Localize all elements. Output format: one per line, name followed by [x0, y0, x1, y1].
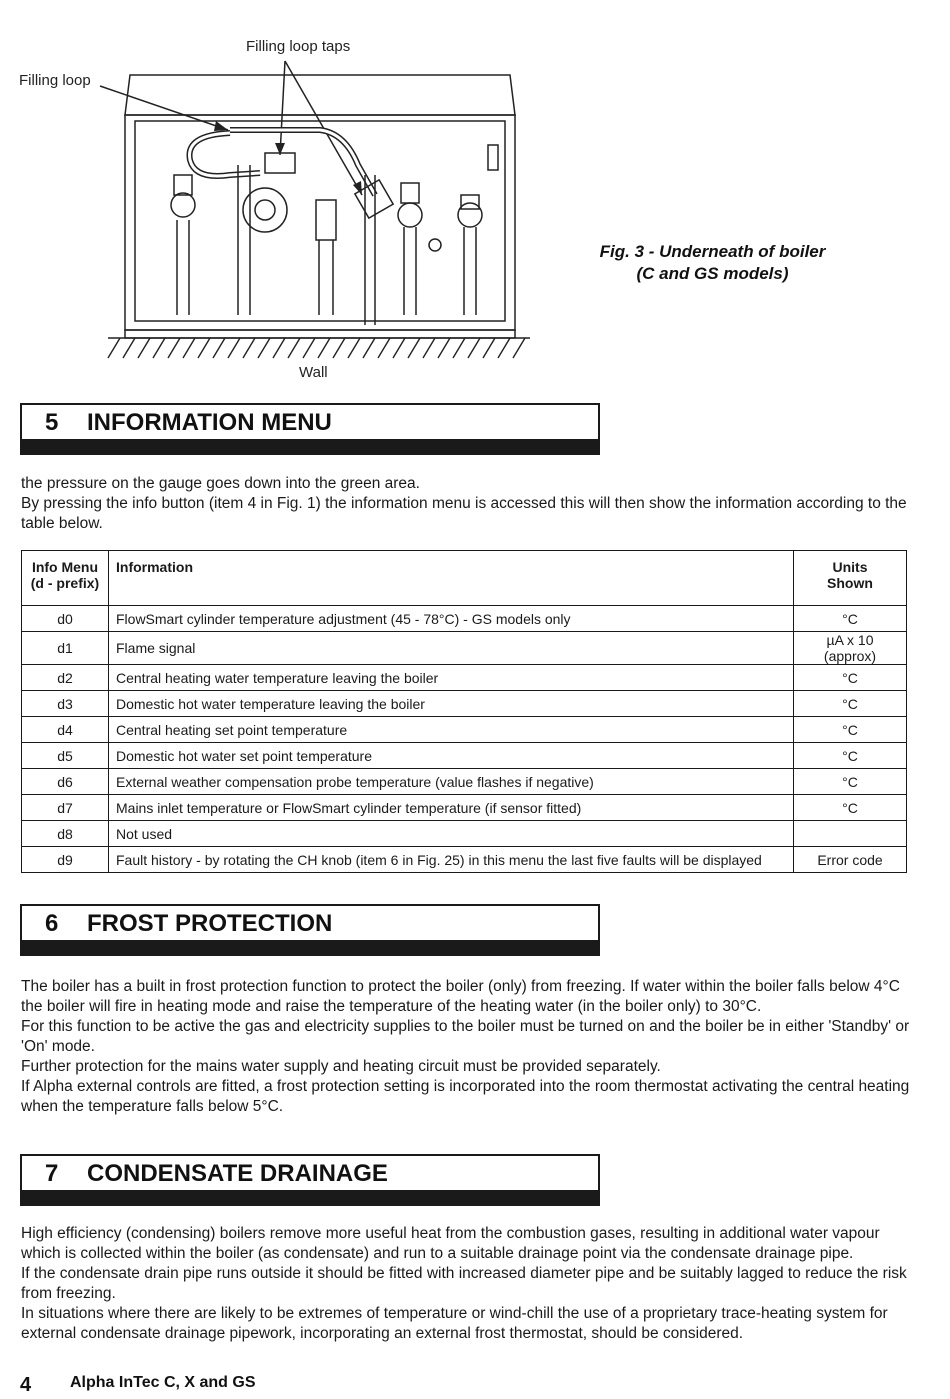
wall-label: Wall [299, 364, 328, 381]
units-cell: °C [794, 795, 907, 821]
code-cell: d1 [22, 632, 109, 665]
heading-bar [20, 940, 600, 956]
paragraph: In situations where there are likely to be extremes of temperature or wind-chill the use of a proprietary trace-heating system for external condensate drainage pipework, incorporating an external frost thermostat, should be considered. [21, 1305, 888, 1342]
section-number: 7 [45, 1160, 59, 1187]
header-text: Units [832, 559, 868, 575]
section-title: CONDENSATE DRAINAGE [87, 1160, 388, 1187]
units-cell: °C [794, 691, 907, 717]
paragraph: Further protection for the mains water supply and heating circuit must be provided separately. [21, 1058, 661, 1075]
info-cell: FlowSmart cylinder temperature adjustment (45 - 78°C) - GS models only [109, 606, 794, 632]
table-row [22, 665, 907, 691]
info-cell: Domestic hot water temperature leaving the boiler [109, 691, 794, 717]
table-row [22, 632, 907, 665]
section-7-text [21, 1224, 916, 1344]
info-cell: Central heating set point temperature [109, 717, 794, 743]
units-cell: °C [794, 769, 907, 795]
units-cell: Error code [794, 847, 907, 873]
header-text: Info Menu [31, 559, 99, 575]
info-cell: Flame signal [109, 632, 794, 665]
section-title: FROST PROTECTION [87, 910, 333, 937]
table-row [22, 847, 907, 873]
heading-bar [20, 439, 600, 455]
paragraph: High efficiency (condensing) boilers remove more useful heat from the combustion gases, resulting in additional water vapour which is collected within the boiler (as condensate) and run to a suitable drainage point via the condensate drainage pipe. [21, 1225, 880, 1262]
code-cell: d5 [22, 743, 109, 769]
code-cell: d8 [22, 821, 109, 847]
section-7-heading [20, 1154, 600, 1206]
header-text: (d - prefix) [30, 575, 100, 591]
info-cell: Central heating water temperature leaving the boiler [109, 665, 794, 691]
table-row [22, 821, 907, 847]
heading-bar [20, 1190, 600, 1206]
table-row [22, 606, 907, 632]
code-cell: d2 [22, 665, 109, 691]
table-row [22, 795, 907, 821]
header-text: Shown [827, 575, 873, 591]
header-information: Information [109, 551, 794, 606]
units-cell: °C [794, 743, 907, 769]
units-cell: °C [794, 717, 907, 743]
info-cell: Mains inlet temperature or FlowSmart cylinder temperature (if sensor fitted) [109, 795, 794, 821]
document-title: Alpha InTec C, X and GS [70, 1374, 256, 1391]
section-number: 5 [45, 409, 59, 436]
code-cell: d3 [22, 691, 109, 717]
table-row [22, 691, 907, 717]
units-cell: µA x 10 (approx) [794, 632, 907, 665]
header-info-menu [22, 551, 109, 606]
paragraph: If the condensate drain pipe runs outside it should be fitted with increased diameter pipe and be suitably lagged to reduce the risk from freezing. [21, 1265, 907, 1302]
paragraph: By pressing the info button (item 4 in Fig. 1) the information menu is accessed this will then show the information according to the table below. [21, 495, 907, 532]
section-title: INFORMATION MENU [87, 409, 332, 436]
info-cell: External weather compensation probe temperature (value flashes if negative) [109, 769, 794, 795]
table-row [22, 717, 907, 743]
section-6-heading [20, 904, 600, 956]
section-5-heading [20, 403, 600, 455]
table-header-row [22, 551, 907, 606]
filling-loop-taps-label: Filling loop taps [246, 38, 351, 55]
paragraph: For this function to be active the gas and electricity supplies to the boiler must be turned on and the boiler be in either 'Standby' or 'On' mode. [21, 1018, 910, 1055]
filling-loop-label: Filling loop [19, 72, 91, 89]
code-cell: d0 [22, 606, 109, 632]
code-cell: d6 [22, 769, 109, 795]
section-number: 6 [45, 910, 59, 937]
paragraph: If Alpha external controls are fitted, a frost protection setting is incorporated into the room thermostat activating the central heating when the temperature falls below 5°C. [21, 1078, 910, 1115]
code-cell: d7 [22, 795, 109, 821]
paragraph: the pressure on the gauge goes down into the green area. [21, 475, 420, 492]
boiler-underside-illustration [90, 55, 550, 365]
code-cell: d9 [22, 847, 109, 873]
paragraph: The boiler has a built in frost protection function to protect the boiler (only) from freezing. If water within the boiler falls below 4°C the boiler will fire in heating mode and raise the temperature of the heating water (in the boiler only) to 30°C. [21, 978, 900, 1015]
units-cell: °C [794, 665, 907, 691]
header-units [794, 551, 907, 606]
units-cell: °C [794, 606, 907, 632]
figure-caption-line2: (C and GS models) [636, 264, 789, 283]
info-menu-table [21, 550, 907, 873]
info-cell: Domestic hot water set point temperature [109, 743, 794, 769]
figure-caption-line1: Fig. 3 - Underneath of boiler [599, 242, 826, 261]
info-cell: Fault history - by rotating the CH knob (item 6 in Fig. 25) in this menu the last five faults will be displayed [109, 847, 794, 873]
section-6-text [21, 977, 916, 1117]
table-row [22, 769, 907, 795]
table-row [22, 743, 907, 769]
section-5-text [21, 474, 916, 534]
code-cell: d4 [22, 717, 109, 743]
info-cell: Not used [109, 821, 794, 847]
figure-caption [590, 241, 835, 285]
units-cell [794, 821, 907, 847]
page-number: 4 [20, 1374, 32, 1396]
